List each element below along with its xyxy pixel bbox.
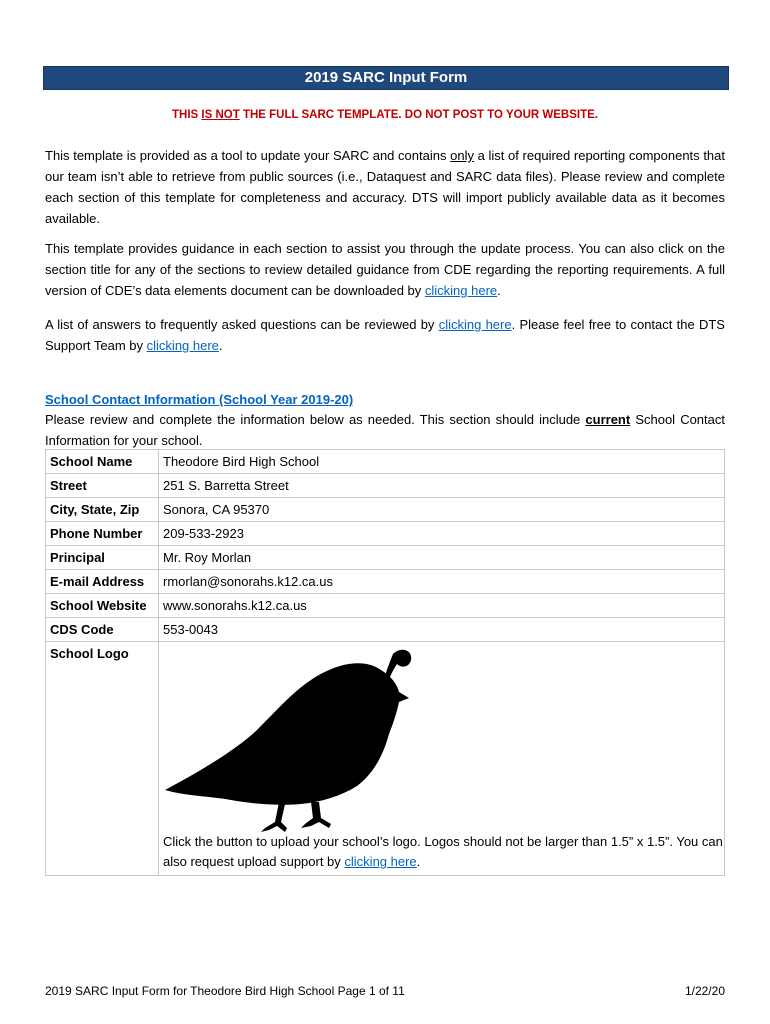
intro-p1-only: only: [450, 148, 474, 163]
logo-note-text: Click the button to upload your school’s logo. Logos should not be larger than 1.5” x 1.5”. You can also request upload support by: [163, 834, 723, 869]
row-value[interactable]: Theodore Bird High School: [159, 450, 725, 474]
quail-silhouette-icon: [161, 644, 421, 834]
row-label: E-mail Address: [46, 570, 159, 594]
warning-banner: [43, 109, 727, 121]
table-row: [46, 450, 725, 474]
logo-cell[interactable]: [159, 642, 725, 876]
row-value[interactable]: Sonora, CA 95370: [159, 498, 725, 522]
table-row: [46, 522, 725, 546]
row-label: Street: [46, 474, 159, 498]
intro-p1-text-2: a list of required reporting components that our team isn’t able to retrieve from public sources (i.e., Dataquest and SARC data files). Please review and complete each section of this template for completeness and accuracy. DTS will import publicly available data as it becomes available.: [45, 148, 725, 226]
row-label: School Name: [46, 450, 159, 474]
upload-support-link[interactable]: clicking here: [344, 854, 417, 869]
table-row: [46, 594, 725, 618]
footer-date: 1/22/20: [684, 984, 725, 998]
row-label: CDS Code: [46, 618, 159, 642]
logo-upload-note: [163, 832, 723, 872]
intro-paragraph-2: [45, 238, 725, 301]
warning-post: THE FULL SARC TEMPLATE. DO NOT POST TO YOUR WEBSITE.: [239, 109, 598, 121]
form-title: 2019 SARC Input Form: [43, 66, 729, 90]
intro-p3-text-2: . Please feel free to contact the DTS Support Team by: [45, 317, 725, 353]
row-value[interactable]: 209-533-2923: [159, 522, 725, 546]
section-description: [45, 409, 725, 451]
table-row: [46, 618, 725, 642]
logo-label: School Logo: [46, 642, 159, 876]
row-label: City, State, Zip: [46, 498, 159, 522]
row-label: School Website: [46, 594, 159, 618]
intro-p2-text: This template provides guidance in each section to assist you through the update process. You can also click on the section title for any of the sections to review detailed guidance from CDE regarding the reporting requirements. A full version of CDE’s data elements document can be downloaded by: [45, 241, 725, 298]
table-row: [46, 570, 725, 594]
warning-pre: THIS: [172, 109, 202, 121]
row-value[interactable]: 251 S. Barretta Street: [159, 474, 725, 498]
row-label: Principal: [46, 546, 159, 570]
section-desc-text-2: School Contact Information for your school.: [45, 412, 725, 448]
section-desc-current: current: [585, 412, 631, 427]
row-value[interactable]: www.sonorahs.k12.ca.us: [159, 594, 725, 618]
table-row: [46, 474, 725, 498]
intro-p3-period: .: [218, 338, 223, 353]
faq-link[interactable]: clicking here: [438, 317, 512, 332]
logo-note-period: .: [416, 854, 421, 869]
logo-row: [46, 642, 725, 876]
row-value[interactable]: rmorlan@sonorahs.k12.ca.us: [159, 570, 725, 594]
intro-paragraph-3: [45, 314, 725, 356]
section-title-link[interactable]: School Contact Information (School Year 2019-20): [45, 392, 354, 407]
data-elements-link[interactable]: clicking here: [424, 283, 498, 298]
table-row: [46, 498, 725, 522]
intro-paragraph-1: [45, 145, 725, 229]
row-value[interactable]: 553-0043: [159, 618, 725, 642]
contact-table: [45, 449, 725, 876]
row-label: Phone Number: [46, 522, 159, 546]
row-value[interactable]: Mr. Roy Morlan: [159, 546, 725, 570]
intro-p1-text: This template is provided as a tool to update your SARC and contains: [45, 148, 451, 163]
support-team-link[interactable]: clicking here: [146, 338, 219, 353]
intro-p2-period: .: [497, 283, 501, 298]
table-row: [46, 546, 725, 570]
warning-emphasis: IS NOT: [201, 109, 240, 121]
section-desc-text: Please review and complete the information below as needed. This section should include: [45, 412, 586, 427]
footer-page-info: 2019 SARC Input Form for Theodore Bird High School Page 1 of 11: [45, 984, 405, 998]
intro-p3-text: A list of answers to frequently asked questions can be reviewed by: [45, 317, 439, 332]
